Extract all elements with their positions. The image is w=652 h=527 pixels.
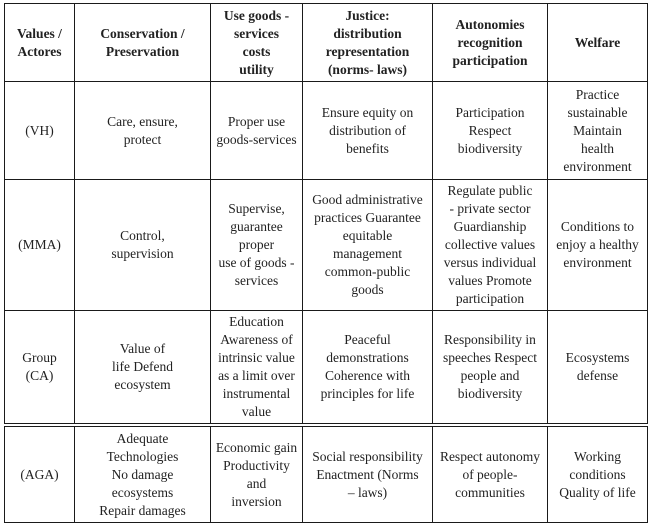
- actor-cell: Group (CA): [5, 311, 75, 424]
- header-row: [5, 4, 648, 82]
- table-row-ca: [5, 311, 648, 424]
- table-cell: Peaceful demonstrations Coherence with principles for life: [303, 311, 433, 424]
- header-justice: Justice: distribution representation (norms- laws): [303, 4, 433, 82]
- table-cell: Ecosystems defense: [548, 311, 648, 424]
- table-cell: Social responsibility Enactment (Norms – laws): [303, 427, 433, 523]
- header-values-actors: Values / Actores: [5, 4, 75, 82]
- table-cell: Adequate Technologies No damage ecosystems Repair damages: [75, 427, 211, 523]
- values-actors-table: [4, 3, 648, 424]
- table-cell: Ensure equity on distribution of benefits: [303, 82, 433, 180]
- table-cell: Control, supervision: [75, 180, 211, 311]
- table-cell: Supervise, guarantee proper use of goods - services: [211, 180, 303, 311]
- table-cell: Value of life Defend ecosystem: [75, 311, 211, 424]
- aga-table: [4, 426, 648, 523]
- table-cell: Good administrative practices Guarantee equitable management common-public goods: [303, 180, 433, 311]
- header-use-goods: Use goods - services costs utility: [211, 4, 303, 82]
- header-welfare: Welfare: [548, 4, 648, 82]
- actor-cell: (AGA): [5, 427, 75, 523]
- table-cell: Education Awareness of intrinsic value as a limit over instrumental value: [211, 311, 303, 424]
- table-row-vh: [5, 82, 648, 180]
- table-cell: Respect autonomy of people- communities: [433, 427, 548, 523]
- actor-cell: (MMA): [5, 180, 75, 311]
- table-cell: Conditions to enjoy a healthy environment: [548, 180, 648, 311]
- table-cell: Proper use goods-services: [211, 82, 303, 180]
- table-row-aga: [5, 427, 648, 523]
- header-conservation: Conservation / Preservation: [75, 4, 211, 82]
- table-cell: Regulate public - private sector Guardianship collective values versus individual values Promote participation: [433, 180, 548, 311]
- table-row-mma: [5, 180, 648, 311]
- header-autonomies: Autonomies recognition participation: [433, 4, 548, 82]
- table-cell: Working conditions Quality of life: [548, 427, 648, 523]
- table-cell: Care, ensure, protect: [75, 82, 211, 180]
- table-cell: Practice sustainable Maintain health environment: [548, 82, 648, 180]
- table-cell: Participation Respect biodiversity: [433, 82, 548, 180]
- table-cell: Responsibility in speeches Respect people and biodiversity: [433, 311, 548, 424]
- actor-cell: (VH): [5, 82, 75, 180]
- table-cell: Economic gain Productivity and inversion: [211, 427, 303, 523]
